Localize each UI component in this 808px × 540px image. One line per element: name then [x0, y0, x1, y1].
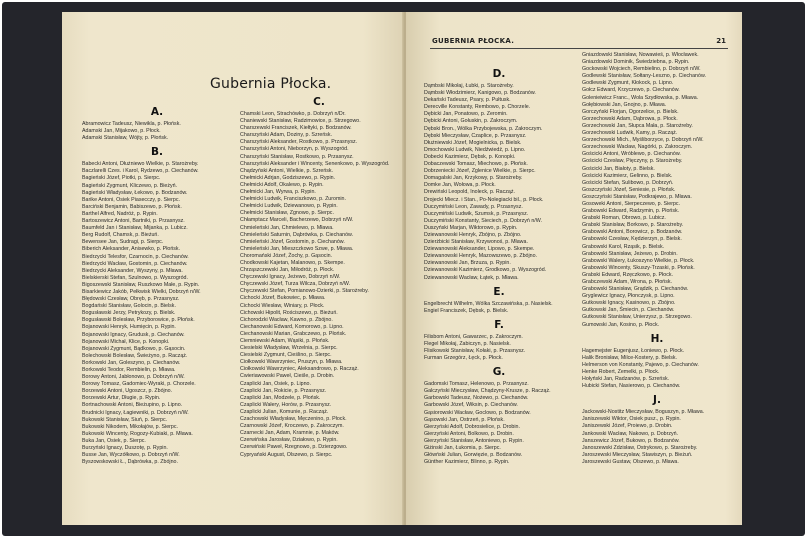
directory-entry: Bogdański Stanisław, Golocin, p. Bielsk. — [82, 303, 176, 310]
directory-entry: Dąmbski Mikołaj, Łubki, p. Starożreby. — [424, 83, 514, 89]
section-letter: F. — [494, 318, 504, 331]
section-letter: D. — [492, 68, 506, 80]
directory-entry: Borowy Tomasz, Gadomiec-Wyraki, p. Chorzele. — [82, 381, 196, 388]
directory-entry: Chmieleński Jan, Chmielewo, p. Mława. — [240, 224, 334, 231]
directory-entry: Dziewanowski Henryk, Zbójno, p. Zbójno. — [424, 231, 522, 238]
section-letter: E. — [493, 285, 505, 298]
directory-entry: Grabski Stanisław, Borkowo, p. Starożreby. — [582, 222, 684, 229]
directory-entry: Janiszewski Józef, Proiewo, p. Drobin. — [582, 423, 673, 430]
directory-entry: Bukowski Nikodem, Mikołajów, p. Sierpc. — [82, 423, 178, 430]
directory-entry: Biberich Aleksander, Anisewko, p. Płońsk. — [82, 246, 181, 253]
directory-entry: Flisikowski Stanisław, Kołaki, p. Przasnysz. — [424, 348, 526, 354]
directory-entry: Dobrzeniecki Józef, Zglenice Wielkie, p. Sierpc. — [424, 168, 536, 175]
directory-entry: Garbowski Józef, Wiksin, p. Ciechanów. — [424, 402, 518, 409]
directory-entry: Chmieleński Józef, Gostomin, p. Ciechanów. — [240, 238, 345, 245]
directory-entry: Biedrzycki Wacław, Gostomin, p. Ciechanów. — [82, 260, 188, 267]
directory-entry: Chamski Leon, Strachówko, p. Dobrzyń n/Dr. — [240, 111, 346, 117]
directory-entry: Drewiński Leopold, Inoleck, p. Racząż. — [424, 189, 515, 196]
directory-entry: Czarnowski Józef, Kroczewo, p. Zakroczym. — [240, 423, 344, 430]
directory-entry: Gockowski Wojciech, Rembielino, p. Dobrzyń n/W. — [582, 66, 701, 73]
directory-entry: Ciołkowski Wawrzyniec, Pruszyn, p. Mława. — [240, 359, 343, 366]
directory-entry: Chłamptacz Marceli, Bacherzewo, Dobrzyń n/W. — [240, 217, 354, 224]
directory-entry: Cwieriawowski Paweł, Cieśle, p. Drobin. — [240, 373, 335, 380]
section-letter: G. — [492, 366, 506, 379]
directory-entry: Grabowski Walery, Łukoszyno Wielkie, p. Płock. — [582, 257, 695, 264]
directory-entry: Charszyński Antoni, Nieborzyn, p. Wyszogród. — [240, 146, 349, 153]
directory-entry: Jaroszewski Gustaw, Olszewo, p. Mława. — [582, 458, 679, 465]
directory-entry: Grabski Roman, Obrowo, p. Lubicz. — [582, 215, 666, 222]
directory-entry: Gościcki Kazimierz, Gelinno, p. Bielsk. — [582, 172, 673, 179]
directory-entry: Busse Jan, Wyczółkowo, p. Dobrzyń n/W. — [82, 452, 180, 459]
directory-entry: Choromański Józef, Żochy, p. Gąsocin. — [240, 252, 333, 259]
directory-entry: Biedrzycki Aleksander, Wyszyny, p. Mława. — [82, 267, 183, 274]
directory-entry: Byszowskowski Ł., Dąbrówka, p. Zbójno. — [82, 459, 178, 466]
directory-entry: Borzewski Antoni, Ugoszcz, p. Zbójno. — [82, 388, 173, 395]
directory-entry: Ciesielski Zygmunt, Cieślino, p. Sierpc. — [240, 352, 332, 359]
left-page — [62, 12, 404, 525]
directory-entry: Bojanowski Michał, Klice, p. Konopki. — [82, 338, 170, 345]
directory-entry: Grabowski Wincenty, Skuszy-Trzaski, p. Płońsk. — [582, 264, 695, 271]
directory-entry: Dobecki Kazimierz, Dębsk, p. Konopki. — [424, 153, 516, 160]
directory-entry: Gorzechowski Jan, Słupca Mała, p. Starożreby. — [582, 122, 693, 129]
directory-entry: Flegel Mikołaj, Zabiczyn, p. Nasielsk. — [424, 340, 511, 347]
directory-entry: Goszczyński Stanisław, Podkrajewo, p. Mława. — [582, 193, 692, 200]
directory-entry: Gniazdowski Stanisław, Nowawieś, p. Włocławek. — [582, 52, 699, 58]
directory-entry: Gorzechowski Mich., Myśliborzyce, p. Dobrzyń n/W. — [582, 137, 704, 144]
directory-entry: Grabowski Edward, Radzymin, p. Płońsk. — [582, 208, 680, 215]
directory-entry: Dębski Bron., Wólka Przybojewska, p. Zakroczym. — [424, 125, 543, 132]
directory-entry: Berg Rudolf, Chamsk, p. Bieżuń. — [82, 232, 159, 239]
directory-entry: Chyczewski Stefan, Pomianowo-Dzierki, p. Starożreby. — [240, 288, 369, 295]
directory-entry: Ciechanowski Marian, Grabczewo, p. Płońsk. — [240, 330, 347, 337]
directory-entry: Dzierżbicki Stanisław, Krzywonoś, p. Mława. — [424, 239, 528, 246]
directory-entry: Bisarkiewicz Jakób, Pełkwisk Wielki, Dobrzyń n/W. — [82, 288, 201, 295]
directory-entry: Charszyński Aleksander i Wincenty, Senenkowo, p. Wyszogród. — [240, 160, 390, 167]
directory-entry: Charszyński Aleksander, Rostkowo, p. Przasnysz. — [240, 139, 358, 146]
directory-entry: Cichorodzki Wacław, Kawno, p. Zbójno. — [240, 316, 333, 323]
directory-entry: Borzewski Artur, Długie, p. Rypin. — [82, 395, 161, 402]
directory-entry: Gutkowski Ignacy, Kasinowo, p. Zbójno. — [582, 300, 676, 307]
directory-entry: Babecki Antoni, Dłużniewo Wielkie, p. Starożreby. — [82, 161, 199, 168]
directory-entry: Baczlarelli Czes. i Karol, Rydzewo, p. Ciechanów. — [82, 168, 199, 175]
directory-entry: Gościcki Antoni, Wróblewo, p. Ciechanów. — [582, 151, 681, 158]
directory-entry: Czaplicki Jan, Modzele, p. Płońsk. — [240, 394, 321, 401]
directory-entry: Janoszewski Zdzisław, Ostrykowo, p. Starożreby. — [582, 444, 698, 451]
directory-entry: Gryglewicz Ignacy, Płonczysk, p. Lipno. — [582, 293, 675, 300]
directory-entry: Grabowski Czesław, Kędzierzyn, p. Bielsk. — [582, 236, 682, 243]
directory-entry: Barciński Benjamin, Babiszewo, p. Płońsk. — [82, 203, 182, 210]
directory-entry: Grabowski Antoni, Borowicz, p. Bodzanów. — [582, 229, 683, 236]
directory-entry: Borkowski Jan, Goleszyno, p. Ciechanów. — [82, 359, 181, 366]
directory-entry: Gorczyński Florjan, Ogorzelice, p. Bielsk. — [582, 108, 679, 115]
right-page — [406, 12, 742, 525]
directory-entry: Borowy Antoni, Jabłonowo, p. Dobrzyń n/W. — [82, 374, 185, 381]
directory-entry: Dziewanowski Jan, Brzuza, p. Rypin. — [424, 260, 511, 267]
directory-entry: Duczymiński Leon, Zawady, p. Przasnysz. — [424, 203, 523, 210]
directory-entry: Dobaczewski Tomasz, Miechowo, p. Płońsk. — [424, 161, 528, 168]
directory-entry: Chełmicki Adrjan, Godziszewo, p. Rypin. — [240, 174, 336, 181]
directory-entry: Furman Grzegórz, Łęck, p. Płock. — [424, 355, 503, 362]
section-letter: B. — [151, 146, 163, 159]
directory-entry: Dębicki Antoni, Gołuskin, p. Zakroczym. — [424, 118, 518, 125]
directory-entry: Gorzechowski Adam, Dąbrowa, p. Płock. — [582, 115, 678, 122]
directory-entry: Bortnachowski Antoni, Bieżupino, p. Lipno. — [82, 402, 183, 409]
directory-entry: Janszewicz Józef, Bukowo, p. Bodzanów. — [582, 437, 680, 444]
directory-entry: Chełmicki Stanisław, Zgnowo, p. Sierpc. — [240, 210, 334, 217]
directory-entry: Jackowski-Nostitz Mieczysław, Boguszyn, p. Mława. — [582, 409, 705, 416]
directory-entry: Barike Antoni, Osiek Piasecczy, p. Sierpc. — [82, 196, 180, 203]
directory-entry: Bagieński Zygmunt, Kliczewo, p. Bieżyń. — [82, 182, 178, 189]
directory-entry: Chełmicki Ludwik, Franciszkowo, p. Zuromin. — [240, 196, 346, 203]
right-column-2 — [582, 52, 732, 466]
directory-entry: Duszyński Marjan, Wiktorowo, p. Rypin. — [424, 224, 518, 231]
directory-entry: Bartoszewicz Antoni, Bartniki, p. Przasnysz. — [82, 218, 185, 225]
directory-entry: Domagalski Jan, Krzykowy, p. Starożreby. — [424, 175, 523, 182]
directory-entry: Chrząszczewski Jan, Miłodróż, p. Płock. — [240, 267, 335, 274]
directory-entry: Błędowski Czesław, Obręb, p. Przasnysz. — [82, 296, 180, 303]
directory-entry: Bukowski Wincenty, Rogozy-Kubiaki, p. Mława. — [82, 430, 193, 437]
directory-entry: Gąsiorowski Wacław, Goclowo, p. Bodzanów. — [424, 409, 531, 416]
directory-entry: Jankowski Wacław, Nakowo, p. Dobrzyń. — [582, 430, 679, 437]
directory-entry: Brudnicki Ignacy, Łagiewniki, p. Dobrzyń n/W. — [82, 409, 189, 416]
directory-entry: Hagemejster Eugenjusz, Łoniewo, p. Płock. — [582, 347, 685, 354]
running-header — [430, 34, 728, 49]
directory-entry: Cypryański August, Olszewo, p. Sierpc. — [240, 451, 333, 458]
directory-entry: Burzyński Ignacy, Duszotę, p. Rypin. — [82, 445, 168, 452]
directory-entry: Bojanowski Zygmunt, Bądkowo, p. Gąsocin. — [82, 345, 186, 352]
directory-entry: Goszczyński Józef, Seniesie, p. Płońsk. — [582, 186, 676, 193]
directory-entry: Chodkowski Kajetan, Malanowo, p. Skempe. — [240, 259, 345, 266]
directory-entry: Helmerson von Konstanty, Pajewo, p. Ciechanów. — [582, 361, 699, 368]
directory-entry: Biedrzycki Telesfor, Czarnocin, p. Ciechanów. — [82, 253, 189, 260]
directory-entry: Gierzyński Adolf, Dobrosielice, p. Drobin. — [424, 423, 520, 430]
directory-entry: Derecville Konstanty, Rembowo, p. Chorzele. — [424, 104, 531, 111]
directory-entry: Grabczewski Adam, Wrona, p. Płońsk. — [582, 279, 672, 285]
directory-entry: Bogusławski Jerzy, Petrykozy, p. Bielsk. — [82, 310, 176, 317]
left-column-2 — [240, 92, 398, 459]
directory-entry: Bojanowski Ignacy, Grudusk, p. Ciechanów. — [82, 331, 185, 338]
directory-entry: Cichocki Wiesław, Winiary, p. Płock. — [240, 302, 325, 309]
directory-entry: Godlewski Zygmunt, Kłokock, p. Lipno. — [582, 80, 674, 87]
directory-entry: Borkowski Teodor, Rembielin, p. Mława. — [82, 367, 176, 373]
directory-entry: Czerwiński Paweł, Rzegnowo, p. Dzierzgowo. — [240, 444, 348, 451]
directory-entry: Duczymiński Ludwik, Szumsk, p. Przasnysz. — [424, 210, 529, 217]
directory-entry: Gołębiowski Jan, Gnojno, p. Mława. — [582, 101, 667, 108]
directory-entry: Godlewski Stanisław, Sołtany-Leszno, p. Ciechanów. — [582, 73, 706, 80]
directory-entry: Charszyński Stanisław, Rostkowo, p. Przasnysz. — [240, 153, 354, 160]
left-column-1 — [82, 102, 232, 466]
directory-entry: Bolechowski Bolesław, Świeżyno, p. Racząż. — [82, 352, 188, 359]
directory-entry: Dąmbski Włodzimierz, Kanigowo, p. Bodzanów. — [424, 90, 536, 97]
directory-entry: Gierzyński Antoni, Bolkowo, p. Drobin. — [424, 430, 514, 437]
directory-entry: Henke Robert, Zemelki, p. Płock. — [582, 368, 660, 375]
directory-entry: Bojanowski Henryk, Humięcin, p. Rypin. — [82, 324, 176, 331]
directory-entry: Gościcki Jan, Białoty, p. Bielsk. — [582, 165, 655, 172]
section-letter: J. — [653, 394, 661, 407]
directory-entry: Czerwińska Jarosław, Działowo, p. Rypin. — [240, 437, 338, 444]
directory-entry: Duczymiński Konstanty, Sieciech, p. Dobrzyń n/W. — [424, 217, 542, 224]
directory-entry: Adamski Stanisław, Wójty, p. Płońsk. — [82, 135, 169, 142]
directory-entry: Ciemniewski Adam, Wąsiki, p. Płońsk. — [240, 338, 330, 344]
directory-entry: Engiel Franciszek, Dębsk, p. Bielsk. — [424, 307, 509, 314]
section-letter: C. — [313, 96, 325, 108]
directory-entry: Dziewanowski Wacław, Łątek, p. Mława. — [424, 274, 519, 281]
page-number: 21 — [716, 37, 726, 45]
directory-entry: Grabowski Karol, Rząsik, p. Bielsk. — [582, 243, 665, 250]
directory-entry: Gorzechowski Wacław, Nagórki, p. Zakroczym. — [582, 144, 693, 151]
directory-entry: Czaplicki Wałery, Horów, p. Przasnysz. — [240, 401, 332, 408]
directory-entry: Abramowicz Tadeusz, Niewikla, p. Płońsk. — [82, 121, 181, 127]
directory-entry: Cichowski Hipolit, Rościszewo, p. Bieżuń. — [240, 309, 338, 316]
directory-entry: Janiszewski Wiktor, Osiek pusz., p. Rypin. — [582, 416, 681, 423]
directory-entry: Gorzechowski Ludwik, Kamy, p. Racząż. — [582, 130, 678, 137]
directory-entry: Gutkowski Stanisław, Unierzysz, p. Strzegowo. — [582, 314, 692, 321]
directory-entry: Adamski Jan, Mijakowo, p. Płock. — [82, 128, 161, 135]
directory-entry: Czachowski Władysław, Męczenino, p. Płock. — [240, 416, 347, 423]
directory-entry: Günther Kazimierz, Blinno, p. Rypin. — [424, 459, 510, 466]
right-column-1 — [424, 64, 574, 466]
directory-entry: Czaplicki Jan, Osiek, p. Lipno. — [240, 380, 311, 387]
directory-entry: Chełmicki Jan, Wyrwa, p. Rypin. — [240, 189, 316, 196]
directory-entry: Dekański Tadeusz, Psary, p. Pułtusk. — [424, 97, 511, 104]
directory-entry: Giżinski Jan, Łukomia, p. Sierpc. — [424, 445, 501, 452]
directory-entry: Dziewanowski Kazimierz, Grodkowo, p. Wyszogród. — [424, 267, 547, 274]
directory-entry: Baumfeld Jan i Stanisław, Mijanka, p. Lubicz. — [82, 225, 188, 232]
directory-entry: Engelbrecht Wilhelm, Wólka Szczawińska, p. Nasielsk. — [424, 300, 553, 307]
directory-entry: Jaroszewski Mieczysław, Stawiszyn, p. Bieżuń. — [582, 451, 693, 458]
directory-entry: Charszewski Franciszek, Kiełtyki, p. Bodzanów. — [240, 125, 352, 132]
directory-entry: Filisbom Antoni, Gawarzec, p. Zakroczym. — [424, 333, 523, 340]
directory-entry: Chmieleński Jan, Mieszczkowo Szwe, p. Mława. — [240, 245, 354, 252]
directory-entry: Bagieński Józef, Piotki, p. Sierpc. — [82, 175, 161, 182]
directory-entry: Hubicki Stefan, Nasierowo, p. Ciechanów. — [582, 383, 681, 390]
directory-entry: Cichocki Józef, Bukowiec, p. Mława. — [240, 295, 326, 302]
directory-entry: Bogusławski Bolesław, Przyborowice, p. Płońsk. — [82, 317, 195, 324]
directory-entry: Chyczewski Józef, Turza Wilcza, Dobrzyń n/W. — [240, 281, 351, 288]
directory-entry: Chyczewski Ignacy, Jeżewo, Dobrzyń n/W. — [240, 274, 341, 281]
directory-entry: Główński Julian, Gorwięzie, p. Bodzanów. — [424, 452, 523, 459]
directory-entry: Gołcz Edward, Krzyczewo, p. Ciechanów. — [582, 87, 680, 94]
directory-entry: Gutkowski Jan, Śmiecin, p. Ciechanów. — [582, 307, 675, 314]
directory-entry: Chełmicki Adolf, Okalewo, p. Rypin. — [240, 181, 324, 188]
directory-entry: Gumowski Jan, Kosino, p. Płock. — [582, 321, 660, 328]
directory-entry: Gierzyński Stanisław, Antoniewo, p. Rypin. — [424, 437, 524, 444]
directory-entry: Barthel Alfred, Nadróż, p. Rypin. — [82, 210, 158, 217]
directory-entry: Galczyński Mieczysław, Chądzyny-Krusze, p. Racząż. — [424, 388, 551, 395]
directory-entry: Dmochowski Ludwik, Niedźwiedź, p. Lipno. — [424, 146, 526, 153]
directory-entry: Grabski Edward, Rzęczkowo, p. Płock. — [582, 271, 673, 278]
directory-entry: Halik Bronisław, Milce-Kostery, p. Bielsk. — [582, 354, 677, 361]
directory-entry: Grabowski Stanisław, Grądzik, p. Ciechanów. — [582, 286, 689, 293]
directory-entry: Chełmicki Ludwik, Dziewanowo, p. Rypin. — [240, 203, 338, 210]
directory-entry: Bagieński Władysław, Łekowo, p. Bodzanów. — [82, 189, 188, 196]
directory-entry: Domke Jan, Wołowa, p. Płock. — [424, 182, 496, 189]
directory-entry: Gadomski Tomasz, Helenowo, p. Przasnysz. — [424, 381, 529, 388]
directory-entry: Czaplicki Julian, Komunie, p. Racząż. — [240, 408, 329, 415]
directory-entry: Ciechanowski Edward, Komorowo, p. Lipno. — [240, 323, 344, 330]
section-letter: A. — [150, 106, 164, 118]
directory-entry: Gąsowski Jan, Ostrzeń, p. Płońsk. — [424, 416, 505, 423]
directory-entry: Dębski Mieczysław, Czaplice, p. Przasnysz. — [424, 132, 527, 139]
directory-entry: Czarnecki Jan, Adam, Kramnie, p. Maków. — [240, 430, 340, 437]
directory-entry: Dębicki Jan, Ponatowo, p. Zeromin. — [424, 111, 508, 118]
running-head-title: GUBERNIA PŁOCKA. — [432, 37, 515, 45]
directory-entry: Gosoweki Antoni, Sierpeczewo, p. Sierpc. — [582, 200, 681, 207]
directory-entry: Grabowski Stanisław, Jeżewo, p. Drobin. — [582, 250, 678, 257]
directory-entry: Gościcki Stefan, Sulibowo, p. Dobrzyń. — [582, 179, 674, 186]
directory-entry: Gościcki Czesław, Pięczyny, p. Starożreby. — [582, 158, 683, 165]
directory-entry: Ciesielski Władysław, Wrzelnia, p. Sierpc. — [240, 345, 338, 352]
directory-entry: Bielskierski Stefan, Szulnowo, p. Wyszogród. — [82, 274, 188, 281]
directory-entry: Buka Jan, Osiek, p. Sierpc. — [82, 437, 146, 444]
directory-entry: Charszyński Adam, Doziny, p. Szreńsk. — [240, 132, 333, 139]
directory-entry: Chądzyński Antoni, Wielkie, p. Szreńsk. — [240, 167, 334, 174]
directory-entry: Bewensee Jan, Sudragi, p. Sierpc. — [82, 239, 164, 246]
directory-entry: Chaniewski Stanisław, Radzimowice, p. Strzegowo. — [240, 118, 361, 125]
directory-entry: Bukowski Stanisław, Siuń, p. Sierpc. — [82, 416, 168, 423]
directory-entry: Drojecki Miecz. i Stan., Po-Nolegiacki bil., p. Płock. — [424, 196, 544, 203]
section-letter: H. — [650, 332, 664, 345]
page-title: Gubernia Płocka. — [210, 76, 332, 92]
directory-entry: Hołyński Jan, Radzanów, p. Szreńsk. — [582, 376, 670, 383]
directory-entry: Bigoszewski Stanisław, Ruszkowo Małe, p. Rypin. — [82, 281, 200, 288]
directory-entry: Golenieiwicz Franc., Wola Szydłowska, p. Mława. — [582, 94, 699, 101]
directory-entry: Dłużniewski Józef, Mogielnicka, p. Bielsk. — [424, 139, 522, 146]
directory-entry: Gniazdowski Dominik, Świedziebna, p. Rypin. — [582, 59, 690, 66]
book-cover — [2, 2, 805, 536]
directory-entry: Dziewanowski Henryk, Mazowszewo, p. Zbójno. — [424, 253, 538, 260]
directory-entry: Dziewanowski Aleksander, Lipowo, p. Skempe. — [424, 246, 535, 253]
directory-entry: Chmieleński Saturnin, Dąbrówka, p. Ciechanów. — [240, 231, 354, 238]
directory-entry: Garbowski Tadeusz, Nożewo, p. Ciechanów. — [424, 395, 529, 402]
directory-entry: Ciołkowski Wawrzyniec, Aleksandrowo, p. Racząż. — [240, 366, 359, 373]
directory-entry: Czaplicki Jan, Rokicie, p. Przasnysz. — [240, 387, 327, 394]
